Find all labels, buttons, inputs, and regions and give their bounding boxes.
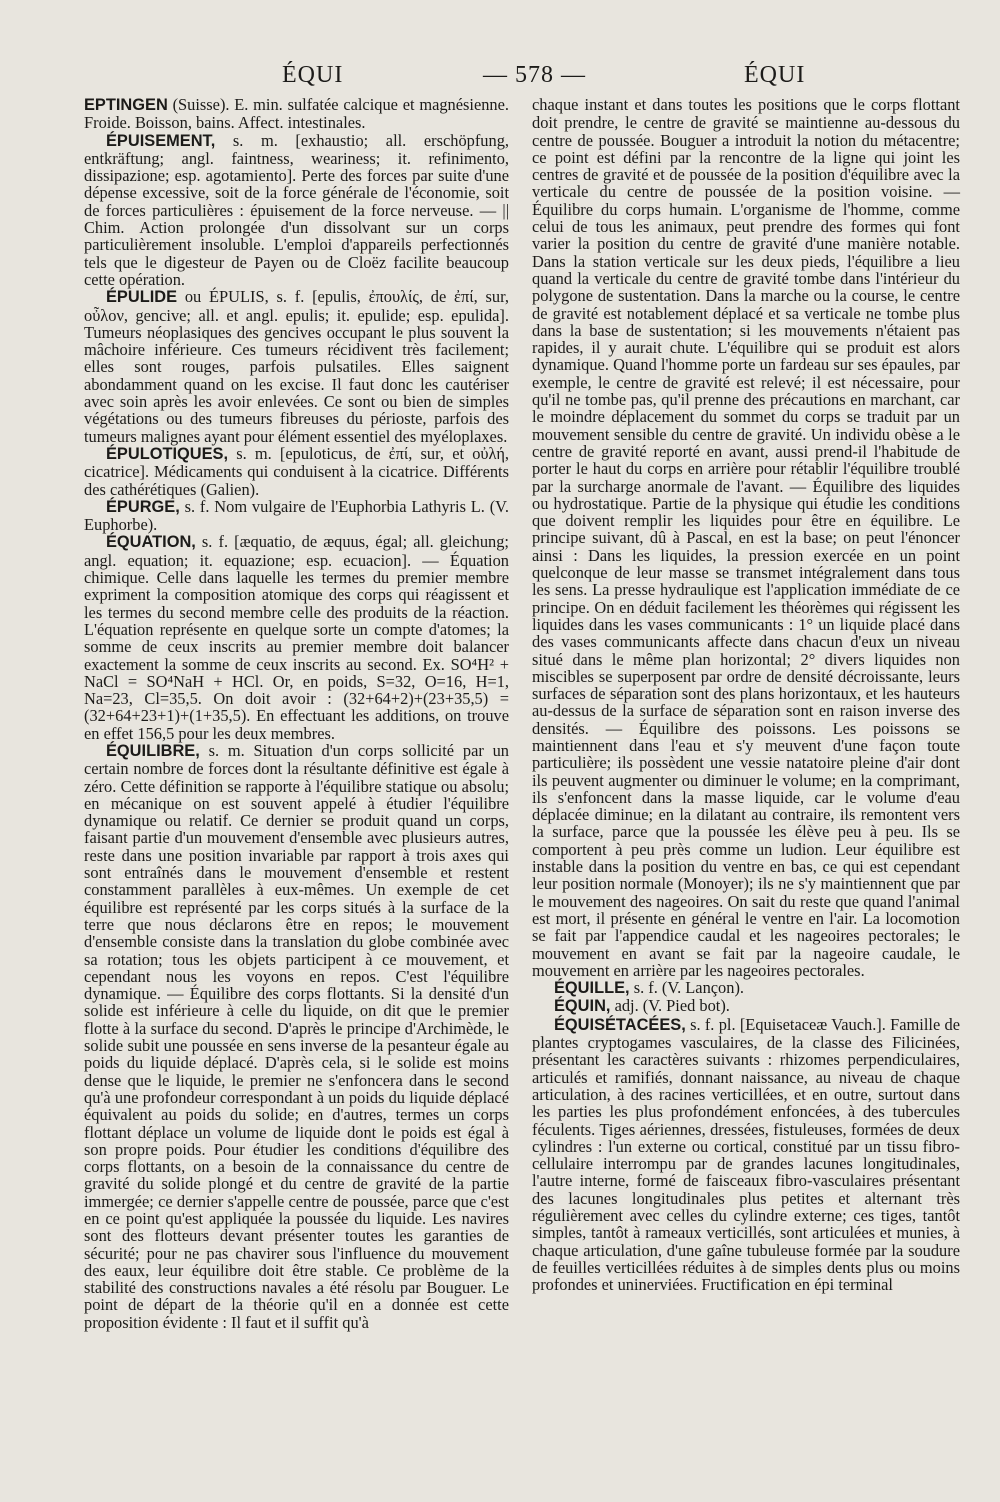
- entry-equisetacees: [532, 1016, 960, 1294]
- entry-text: s. m. Situation d'un corps sollicité par un certain nombre de forces dont la résultante définitive est égale à zéro. Cette définition se rapporte à l'équilibre statique ou absolu; en mécanique on est souvent appelé à étudier l'équilibre dynamique ou relatif. Ce dernier se produit quand un corps, faisant partie d'un mouvement d'ensemble avec plusieurs autres, reste dans une position invariable par rapport à trois axes qui sont entraînés dans le mouvement d'ensemble et restent constamment parallèles à eux-mêmes. Un exemple de cet équilibre est représenté par les corps situés à la surface de la terre que nous déclarons être en repos; le mouvement d'ensemble consiste dans la translation du globe combinée avec sa rotation; tous les objets participent à ce mouvement, et cependant nous les voyons en repos. C'est l'équilibre dynamique. — Équilibre des corps flottants. Si la densité d'un solide est inférieure à celle du liquide, on dit que le premier flotte à la surface du second. D'après le principe d'Archimède, le solide subit une poussée en sens inverse de la pesanteur égale au poids du liquide déplacé. D'après cela, si le solide est moins dense que le liquide, le premier ne s'enfoncera dans le second qu'à une profondeur correspondant à un poids du liquide déplacé équivalent au poids du solide; en d'autres, termes un corps flottant déplace un volume de liquide dont le poids est égal à son propre poids. Pour étudier les conditions d'équilibre des corps flottants, on a besoin de la connaissance du centre de gravité du solide plongé et du centre de gravité de la partie immergée; ce dernier s'appelle centre de poussée, parce que c'est en ce point qu'est appliquée la poussée du liquide. Les navires sont des flotteurs devant présenter toutes les garanties de sécurité; pour ne pas chavirer sous l'influence du mouvement des eaux, leur équilibre doit être stable. Ce problème de la stabilité des constructions navales a été résolu par Bouguer. Le point de départ de la théorie qu'il en a donnée est cette proposition évidente : Il faut et il suffit qu'à: [84, 740, 509, 1332]
- entry-text: chaque instant et dans toutes les positions que le corps flottant doit prendre, le centre de gravité se maintienne au-dessous du centre de poussée. Bouguer a introduit la notion du métacentre; ce point est défini par la rencontre de la ligne qui joint les centres de gravité et de poussée de la position d'équilibre avec la verticale du centre de poussée de la position voisine. — Équilibre du corps humain. L'organisme de l'homme, comme celui de tous les animaux, peut prendre des formes qui font varier la position du centre de gravité d'une manière notable. Dans la station verticale sur les deux pieds, l'équilibre a lieu quand la verticale du centre de gravité tombe dans l'intérieur du polygone de sustentation. Dans la marche ou la course, le centre de gravité est notablement déplacé et sa verticale ne tombe plus dans la base de sustentation; si les mouvements n'étaient pas rapides, il y aurait chute. L'équilibre qui se produit est alors dynamique. Quand l'homme porte un fardeau sur ses épaules, par exemple, le centre de gravité est relevé; il est nécessaire, pour qu'il ne tombe pas, qu'il prenne des précautions en marchant, car le moindre déplacement du sommet du corps se traduit par un mouvement sensible du centre de gravité. Un individu obèse a le centre de gravité reporté en avant, aussi prend-il l'habitude de porter le haut du corps en arrière pour rétablir l'équilibre troublé par la surcharge anormale de l'avant. — Équilibre des liquides ou hydrostatique. Partie de la physique qui étudie les conditions que doivent remplir les liquides pour être en équilibre. Le principe suivant, dû à Pascal, en est la base; on peut l'énoncer ainsi : Dans les liquides, la pression exercée en un point quelconque de leur masse se transmet intégralement dans tous les sens. La presse hydraulique est l'application immédiate de ce principe. On en déduit facilement les théorèmes qui régissent les liquides dans les vases communicants : 1° un liquide placé dans des vases communicants affecte dans chacun d'eux un niveau situé dans le même plan horizontal; 2° divers liquides non miscibles se superposent par ordre de densité décroissante, leurs surfaces de séparation sont des plans horizontaux, et les hauteurs au-dessus de la surface de séparation sont en raison inverse des densités. — Équilibre des poissons. Les poissons se maintiennent dans l'eau et s'y meuvent d'une façon toute particulière; ils possèdent une vessie natatoire pleine d'air dont ils peuvent augmenter ou diminuer le volume; en la comprimant, ils s'enfoncent dans la masse liquide, car le volume d'eau déplacée diminue; en la dilatant au contraire, ils remontent vers la surface, parce que la poussée les élève peu à peu. Ils se comportent à peu près comme un ludion. Leur équilibre est instable dans la position du ventre en bas, ce qui est cependant leur position normale (Monoyer); ils ne s'y maintiennent que par le mouvement des nageoires. On sait du reste que quand l'animal est mort, il présente en général le ventre en l'air. La locomotion se fait par l'appendice caudal et les nageoires pectorales; le mouvement en avant se fait par la nageoire caudale, le mouvement en arrière par les nageoires pectorales.: [532, 95, 960, 980]
- entry-equin: [532, 997, 960, 1015]
- entry-headword: ÉPURGE,: [106, 497, 180, 516]
- entry-text: s. f. (V. Lançon).: [629, 978, 744, 998]
- entry-headword: ÉPULIDE: [106, 288, 178, 307]
- entry-text: (Suisse). E. min. sulfatée calcique et magnésienne. Froide. Boisson, bains. Affect. intestinales.: [84, 95, 509, 133]
- entry-epulide: [84, 288, 509, 445]
- entry-headword: ÉQUILLE,: [554, 979, 630, 998]
- entry-eptingen: [84, 96, 509, 132]
- entry-equilibre-continued: [532, 96, 960, 979]
- entry-text: adj. (V. Pied bot).: [610, 996, 730, 1016]
- entry-headword: EPTINGEN: [84, 96, 168, 114]
- entry-epurge: [84, 498, 509, 534]
- entry-headword: ÉQUATION,: [106, 533, 196, 552]
- entry-headword: ÉQUISÉTACÉES,: [554, 1015, 686, 1034]
- page-number: — 578 —: [483, 62, 586, 88]
- entry-headword: ÉPUISEMENT,: [106, 131, 216, 150]
- right-column: [532, 96, 960, 1293]
- entry-epuisement: [84, 132, 509, 289]
- running-head-left: ÉQUI: [282, 62, 344, 88]
- entry-equation: [84, 533, 509, 742]
- entry-equille: [532, 979, 960, 997]
- entry-text: s. f. [æquatio, de æquus, égal; all. gleichung; angl. equation; it. equazione; esp. ecuacion]. — Équation chimique. Celle dans laquelle les termes du premier membre expriment la composition atomique des corps qui réagissent et les termes du second membre celle des produits de la réaction. L'équation représente en quelque sorte un compte d'atomes; la somme de ceux inscrits au premier membre doit balancer exactement la somme de ceux inscrits au second. Ex. SO⁴H² + NaCl = SO⁴NaH + HCl. Or, en poids, S=32, O=16, H=1, Na=23, Cl=35,5. On doit avoir : (32+64+2)+(23+35,5) = (32+64+23+1)+(1+35,5). En effectuant les additions, on trouve en effet 156,5 pour les deux membres.: [84, 532, 509, 743]
- entry-text: s. m. [epuloticus, de ἐπί, sur, et οὐλή, cicatrice]. Médicaments qui conduisent à la cicatrice. Différents des cathérétiques (Galien).: [84, 443, 509, 499]
- entry-headword: ÉQUILIBRE,: [106, 741, 200, 760]
- entry-text: s. m. [exhaustio; all. erschöpfung, entkräftung; angl. faintness, weariness; it. refinimento, dissipazione; esp. agotamiento]. Perte des forces par suite d'une dépense excessive, soit de la force générale de l'économie, soit de forces particulières : épuisement de la force nerveuse. — || Chim. Action prolongée d'un dissolvant sur un corps particulièrement insoluble. L'emploi d'appareils perfectionnés tels que le digesteur de Payen ou de Cloëz facilite beaucoup cette opération.: [84, 130, 509, 289]
- entry-headword: ÉPULOTIQUES,: [106, 444, 229, 463]
- entry-equilibre: [84, 742, 509, 1331]
- entry-text: s. f. pl. [Equisetaceæ Vauch.]. Famille de plantes cryptogames vasculaires, de la classe des Filicinées, présentant les caractères suivants : rhizomes perpendiculaires, articulés et ramifiés, donnant naissance, au niveau de chaque articulation, à des racines verticillées, et en outre, surtout dans les parties les plus profondément enfoncées, à des tubercules féculents. Tiges aériennes, dressées, fistuleuses, formées de deux cylindres : l'un externe ou cortical, constitué par un tissu fibro-cellulaire interrompu par de grandes lacunes longitudinales, l'autre interne, formé de faisceaux fibro-vasculaires présentant des lacunes longitudinales plus petites et alternant très régulièrement avec celles du cylindre externe; ces tiges, tantôt simples, tantôt à rameaux verticillés, sont articulées et munies, à chaque articulation, d'une gaîne tubuleuse formée par la soudure de feuilles verticillées réduites à de simples dents plus ou moins profondes et uninerviées. Fructification en épi terminal: [532, 1014, 960, 1295]
- left-column: [84, 96, 509, 1331]
- entry-text: s. f. Nom vulgaire de l'Euphorbia Lathyris L. (V. Euphorbe).: [84, 496, 509, 535]
- entry-text: ou ÉPULIS, s. f. [epulis, ἐπουλίς, de ἐπί, sur, οὖλον, gencive; all. et angl. epulis; it. epulide; esp. epulida]. Tumeurs néoplasiques des gencives occupant le plus souvent la mâchoire inférieure. Ces tumeurs récidivent très facilement; elles sont rouges, parfois pulsatiles. Elles saignent abondamment quand on les excise. Il faut donc les cautériser avec soin après les avoir enlevées. Ce sont ou bien de simples végétations ou des tumeurs fibreuses du périoste, parfois des tumeurs malignes ayant pour élément essentiel des myéloplaxes.: [84, 287, 509, 446]
- entry-headword: ÉQUIN,: [554, 997, 611, 1016]
- running-head-right: ÉQUI: [744, 62, 806, 88]
- entry-epulotiques: [84, 445, 509, 498]
